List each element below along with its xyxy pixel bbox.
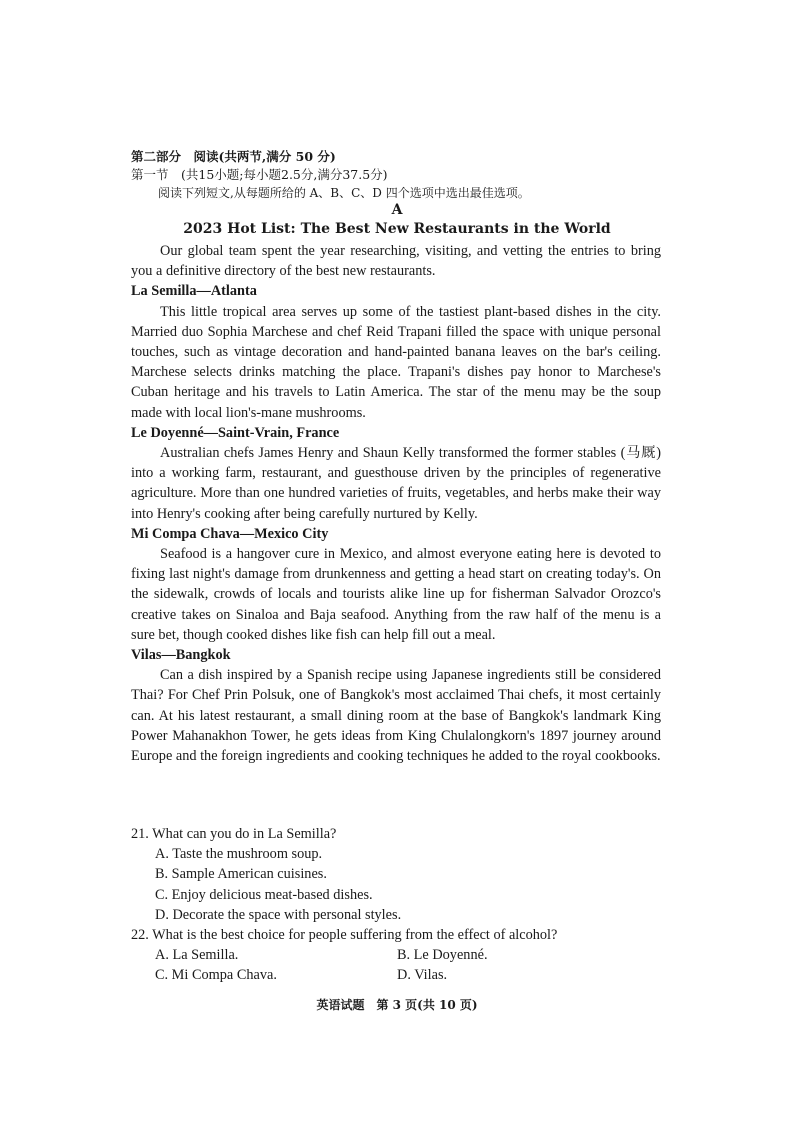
restaurant-description: Australian chefs James Henry and Shaun Kelly transformed the former stables (马厩) into a working farm, restaurant, and guesthouse driven by the principles of regenerative agriculture. More than one hundred varieties of fruits, vegetables, and herbs make their way into Henry's cooking after being carefully nurtured by Kelly.: [131, 445, 661, 522]
restaurant-heading: Vilas—Bangkok: [131, 647, 231, 664]
passage-intro: Our global team spent the year researching, visiting, and vetting the entries to bring you a definitive directory of the best new restaurants.: [131, 243, 661, 280]
page-footer: 英语试题 第 3 页(共 10 页): [316, 998, 478, 1012]
question-22: [131, 925, 671, 986]
question-stem: 22. What is the best choice for people suffering from the effect of alcohol?: [131, 927, 558, 943]
restaurant-heading: La Semilla—Atlanta: [131, 283, 257, 300]
part-heading: 第二部分 阅读(共两节,满分 50 分): [131, 149, 336, 164]
answer-option-b: B. Sample American cuisines.: [155, 866, 327, 883]
restaurant-heading: Mi Compa Chava—Mexico City: [131, 525, 329, 542]
restaurant-heading: Le Doyenné—Saint-Vrain, France: [131, 424, 340, 441]
passage-label: A: [391, 202, 403, 218]
passage-body: [131, 241, 661, 766]
instruction-text: 阅读下列短文,从每题所给的 A、B、C、D 四个选项中选出最佳选项。: [158, 186, 530, 200]
answer-option-a: A. Taste the mushroom soup.: [155, 846, 323, 863]
passage-title: 2023 Hot List: The Best New Restaurants in the World: [183, 221, 611, 237]
section-heading: 第一节 (共15小题;每小题2.5分,满分37.5分): [131, 167, 388, 182]
answer-option-d: D. Decorate the space with personal styles.: [155, 906, 402, 923]
answer-option-a: A. La Semilla.: [155, 947, 239, 964]
question-stem: 21. What can you do in La Semilla?: [131, 826, 337, 842]
answer-option-c: C. Enjoy delicious meat-based dishes.: [155, 886, 373, 903]
answer-option-c: C. Mi Compa Chava.: [155, 967, 277, 984]
answer-option-d: D. Vilas.: [397, 967, 448, 984]
answer-option-b: B. Le Doyenné.: [397, 947, 488, 964]
restaurant-description: Can a dish inspired by a Spanish recipe using Japanese ingredients still be considered Thai? For Chef Prin Polsuk, one of Bangkok's most acclaimed Thai chefs, it most certainly can. At his latest restaurant, a small dining room at the base of Bangkok's landmark King Power Mahanakhon Tower, he gets ideas from King Chulalongkorn's 1897 journey around Europe and the foreign ingredients and cooking techniques he added to the royal cookbooks.: [131, 667, 661, 765]
restaurant-description: Seafood is a hangover cure in Mexico, and almost everyone eating here is devoted to fixing last night's damage from drunkenness and getting a head start on creating today's. On the sidewalk, crowds of locals and tourists alike line up for fisherman Salvador Orozco's creative takes on Sinaloa and Baja seafood. Anything from the raw half of the menu is a sure bet, though cooked dishes like fish can help fill out a meal.: [131, 546, 661, 643]
question-21: [131, 824, 671, 925]
restaurant-description: This little tropical area serves up some of the tastiest plant-based dishes in the city. Married duo Sophia Marchese and chef Reid Trapani filled the space with unique personal touches, such as vintage decoration and hand-painted banana leaves on the bar's ceiling. Marchese selects drinks matching the place. Trapani's dishes pay honor to Marchese's Cuban heritage and his travels to Latin America. The star of the menu may be the soup made with local lion's-mane mushrooms.: [131, 303, 661, 421]
